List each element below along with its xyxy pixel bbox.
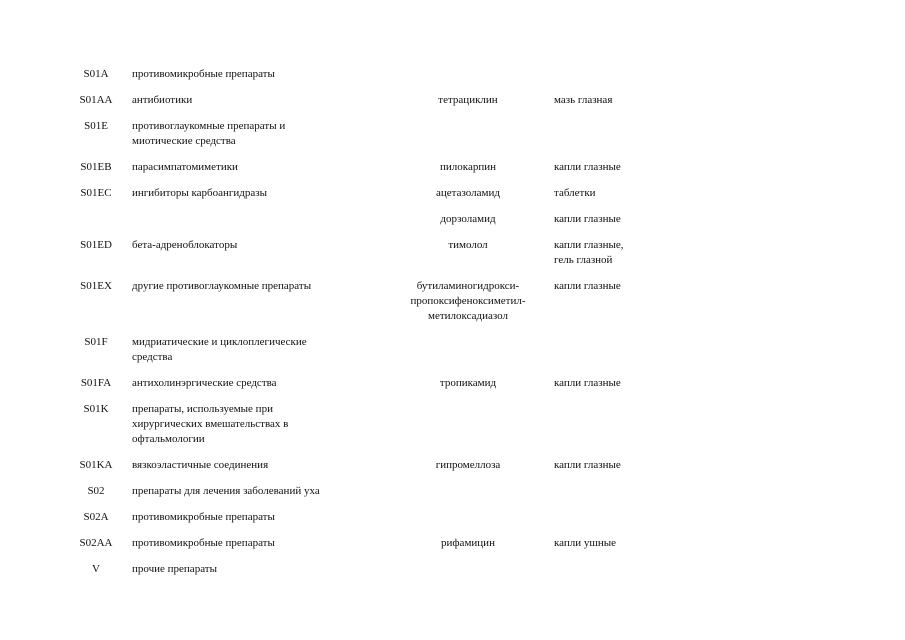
drug-name [388, 332, 548, 373]
dosage-form: капли ушные [554, 537, 617, 549]
drug-name [388, 481, 548, 507]
table-row [64, 157, 720, 183]
table-row [64, 455, 720, 481]
dosage-form [548, 116, 720, 157]
dosage-form: капли глазные [554, 213, 621, 225]
drug-name: тимолол [448, 239, 488, 251]
drug-name: ацетазоламид [436, 187, 500, 199]
drug-name [388, 399, 548, 455]
group-name: противомикробные препараты [132, 511, 275, 523]
table-row [64, 276, 720, 332]
group-name: противомикробные препараты [132, 537, 275, 549]
table-row [64, 116, 720, 157]
drug-name: дорзоламид [440, 213, 496, 225]
group-name: антибиотики [132, 94, 193, 106]
dosage-form: мазь глазная [554, 94, 613, 106]
dosage-form [548, 507, 720, 533]
group-name: ингибиторы карбоангидразы [132, 187, 267, 199]
atc-code: S01FA [80, 377, 112, 389]
atc-code: S02AA [79, 537, 113, 549]
dosage-form: капли глазные, гель глазной [554, 239, 624, 266]
drug-name: бутиламиногидрокси- пропоксифеноксиметил- метилоксадиазол [410, 280, 526, 322]
table-row [64, 183, 720, 209]
atc-code: S01F [84, 336, 108, 348]
group-name: антихолинэргические средства [132, 377, 277, 389]
atc-code: S01A [83, 68, 109, 80]
group-name: бета-адреноблокаторы [132, 239, 238, 251]
dosage-form [548, 559, 720, 585]
dosage-form [548, 399, 720, 455]
drug-name: рифамицин [441, 537, 495, 549]
group-name: прочие препараты [132, 563, 217, 575]
atc-code: S01ED [80, 239, 112, 251]
group-name [128, 209, 388, 235]
dosage-form [548, 481, 720, 507]
table-row [64, 90, 720, 116]
atc-code: S01KA [79, 459, 113, 471]
atc-code: S01EC [80, 187, 112, 199]
atc-code: S01EX [80, 280, 112, 292]
atc-code: S01AA [79, 94, 113, 106]
drug-name [388, 559, 548, 585]
group-name: противомикробные препараты [132, 68, 275, 80]
drug-name: пилокарпин [440, 161, 496, 173]
table-row [64, 481, 720, 507]
atc-code: V [92, 563, 100, 575]
group-name: противоглаукомные препараты и миотические средства [132, 120, 286, 147]
table-row [64, 332, 720, 373]
table-row [64, 399, 720, 455]
drug-name [388, 116, 548, 157]
atc-code: S01E [84, 120, 108, 132]
table-row [64, 559, 720, 585]
atc-code [64, 209, 128, 235]
table-row [64, 373, 720, 399]
drug-classification-table [64, 64, 720, 585]
table-row [64, 209, 720, 235]
dosage-form [548, 64, 720, 90]
atc-code: S02 [87, 485, 105, 497]
dosage-form: капли глазные [554, 377, 621, 389]
table-row [64, 507, 720, 533]
dosage-form: таблетки [554, 187, 596, 199]
drug-name: тропикамид [439, 377, 497, 389]
drug-name [388, 64, 548, 90]
group-name: препараты для лечения заболеваний уха [132, 485, 320, 497]
group-name: парасимпатомиметики [132, 161, 238, 173]
table-row [64, 533, 720, 559]
table-row [64, 235, 720, 276]
drug-name [388, 507, 548, 533]
dosage-form: капли глазные [554, 161, 621, 173]
atc-code: S02A [83, 511, 109, 523]
drug-name: тетрациклин [438, 94, 498, 106]
atc-code: S01K [83, 403, 109, 415]
dosage-form: капли глазные [554, 280, 621, 292]
group-name: другие противоглаукомные препараты [132, 280, 312, 292]
table-row [64, 64, 720, 90]
dosage-form: капли глазные [554, 459, 621, 471]
drug-name: гипромеллоза [435, 459, 501, 471]
atc-code: S01EB [80, 161, 112, 173]
group-name: вязкоэластичные соединения [132, 459, 269, 471]
group-name: препараты, используемые при хирургических вмешательствах в офтальмологии [132, 403, 289, 445]
group-name: мидриатические и циклоплегические средства [132, 336, 307, 363]
dosage-form [548, 332, 720, 373]
